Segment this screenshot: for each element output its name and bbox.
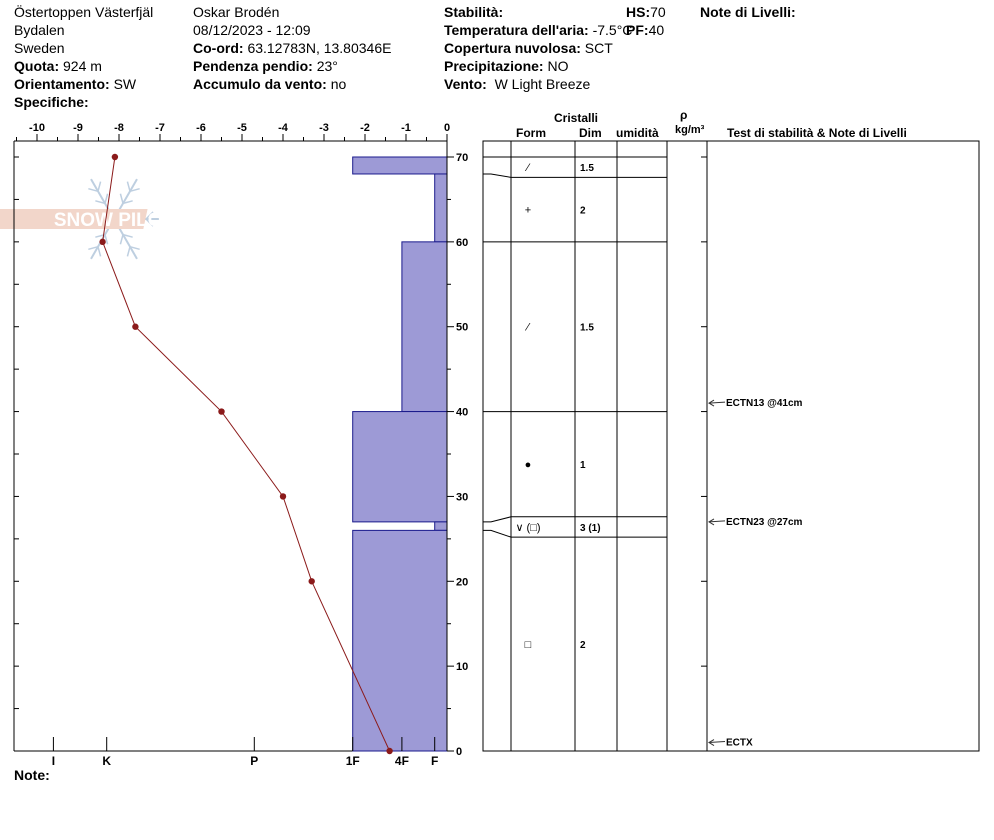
stability-test-arrow xyxy=(709,521,725,522)
location-line-2: Bydalen xyxy=(14,22,65,38)
temperature-point xyxy=(386,748,392,754)
snowflake-branch xyxy=(127,182,130,192)
hardness-layer-2 xyxy=(435,174,447,242)
temp-tick-label: -7 xyxy=(155,122,165,134)
stability-test-label: ECTN23 @27cm xyxy=(726,516,803,528)
cloud-label: Copertura nuvolosa: xyxy=(444,40,581,56)
stability-test xyxy=(709,738,753,749)
hs-value: 70 xyxy=(650,4,666,20)
moisture-header: umidità xyxy=(616,126,659,140)
temperature-point xyxy=(280,493,286,499)
snowflake-branch xyxy=(120,235,123,245)
location-line-3: Sweden xyxy=(14,40,65,56)
hardness-layer-6 xyxy=(353,530,447,751)
coord-value: 63.12783N, 13.80346E xyxy=(247,40,392,56)
height-tick-label: 30 xyxy=(456,491,469,504)
layer-table-frame xyxy=(483,141,979,751)
hardness-layer-1 xyxy=(353,157,447,174)
tests-header: Test di stabilità & Note di Livelli xyxy=(727,126,907,140)
grain-form-symbol: ● xyxy=(524,459,532,472)
stability-test xyxy=(709,517,803,528)
temp-tick-label: 0 xyxy=(443,122,451,134)
watermark-text: SNOW PILOT xyxy=(53,210,175,231)
stability-label: Stabilità: xyxy=(444,4,504,20)
grain-form-symbol: ⁄ xyxy=(527,321,529,334)
observer: Oskar Brodén xyxy=(193,4,280,20)
cloud-value: SCT xyxy=(584,40,613,56)
elevation-label: Quota: xyxy=(14,58,60,74)
precip-label: Precipitazione: xyxy=(444,58,544,74)
height-tick-label: 60 xyxy=(456,236,469,249)
pf-label: PF: xyxy=(626,22,649,38)
coord-label: Co-ord: xyxy=(193,40,244,56)
height-tick-label: 10 xyxy=(456,661,469,674)
snowflake-branch xyxy=(127,247,130,257)
layer-connector xyxy=(483,174,511,177)
snowflake-branch xyxy=(98,247,101,257)
hardness-layer-4 xyxy=(353,412,447,522)
specifics-label: Specifiche: xyxy=(14,94,89,110)
grain-size-value: 2 xyxy=(580,640,586,652)
temp-tick-label: -10 xyxy=(29,122,45,134)
temp-tick-label: -4 xyxy=(278,122,288,134)
stability-test-arrow xyxy=(709,402,725,403)
temp-tick-label: -5 xyxy=(237,122,247,134)
layer-notes-label: Note di Livelli: xyxy=(700,4,796,20)
rho-header: ρ xyxy=(680,108,688,122)
snowflake-branch xyxy=(120,194,123,204)
temp-tick-label: -9 xyxy=(73,122,83,134)
wind-value: W Light Breeze xyxy=(494,76,591,92)
location-line-1: Östertoppen Västerfjäl xyxy=(14,4,154,20)
grain-form-symbol: □ xyxy=(524,639,532,652)
hardness-label: I xyxy=(51,754,56,768)
temperature-point xyxy=(112,154,118,160)
hardness-label: 1F xyxy=(345,754,360,768)
notes-label: Note: xyxy=(14,767,50,783)
temp-tick-label: -1 xyxy=(401,122,411,134)
hardness-label: K xyxy=(102,754,112,768)
stability-test-label: ECTN13 @41cm xyxy=(726,398,803,410)
grain-form-symbol: ∨ (□) xyxy=(515,521,541,534)
wind-load-value: no xyxy=(330,76,347,92)
height-tick-label: 50 xyxy=(456,321,469,334)
slope-value: 23° xyxy=(316,58,338,74)
snowflake-branch xyxy=(98,182,101,192)
snowflake-branch xyxy=(105,194,108,204)
aspect-value: SW xyxy=(113,76,137,92)
wind-load-label: Accumulo da vento: xyxy=(193,76,327,92)
hardness-layer-3 xyxy=(402,242,447,412)
stability-test-arrow xyxy=(709,742,725,743)
temperature-line xyxy=(103,157,390,751)
grain-size-value: 2 xyxy=(580,205,586,217)
stability-test xyxy=(709,398,803,409)
height-tick-label: 0 xyxy=(456,746,463,758)
grain-size-value: 1 xyxy=(580,460,586,472)
datetime: 08/12/2023 - 12:09 xyxy=(193,22,311,38)
size-header: Dim xyxy=(579,126,602,140)
hardness-label: 4F xyxy=(394,754,409,768)
pf-value: 40 xyxy=(648,22,665,38)
stability-test-label: ECTX xyxy=(726,737,753,749)
layer-connector xyxy=(483,517,511,522)
hardness-label: P xyxy=(250,754,259,768)
grain-size-value: 1.5 xyxy=(580,163,594,175)
aspect-label: Orientamento: xyxy=(14,76,110,92)
air-temp-label: Temperatura dell'aria: xyxy=(444,22,589,38)
height-tick-label: 40 xyxy=(456,406,469,419)
snow-pilot-watermark xyxy=(0,179,175,259)
height-tick-label: 20 xyxy=(456,576,469,589)
temperature-point xyxy=(132,324,138,330)
layer-connector xyxy=(483,530,511,537)
temperature-point xyxy=(309,578,315,584)
air-temp-value: -7.5°C xyxy=(592,22,633,38)
temp-tick-label: -3 xyxy=(319,122,329,134)
grain-size-value: 3 (1) xyxy=(580,522,601,534)
grain-size-value: 1.5 xyxy=(580,322,594,334)
crystals-header: Cristalli xyxy=(554,111,599,125)
hs-label: HS: xyxy=(626,4,651,20)
height-tick-label: 70 xyxy=(456,152,469,164)
form-header: Form xyxy=(516,126,546,140)
temp-tick-label: -6 xyxy=(196,122,206,134)
temperature-point xyxy=(218,408,224,414)
grain-form-symbol: + xyxy=(524,204,532,217)
wind-label: Vento: xyxy=(444,76,487,92)
elevation-value: 924 m xyxy=(63,58,102,74)
hardness-layer-5 xyxy=(435,522,447,530)
grain-form-symbol: ⁄ xyxy=(527,162,529,175)
hardness-label: F xyxy=(431,754,439,768)
slope-label: Pendenza pendio: xyxy=(193,58,313,74)
density-unit-header: kg/m³ xyxy=(675,124,705,136)
precip-value: NO xyxy=(547,58,569,74)
temp-tick-label: -2 xyxy=(360,122,370,134)
temperature-point xyxy=(99,239,105,245)
temp-tick-label: -8 xyxy=(114,122,124,134)
